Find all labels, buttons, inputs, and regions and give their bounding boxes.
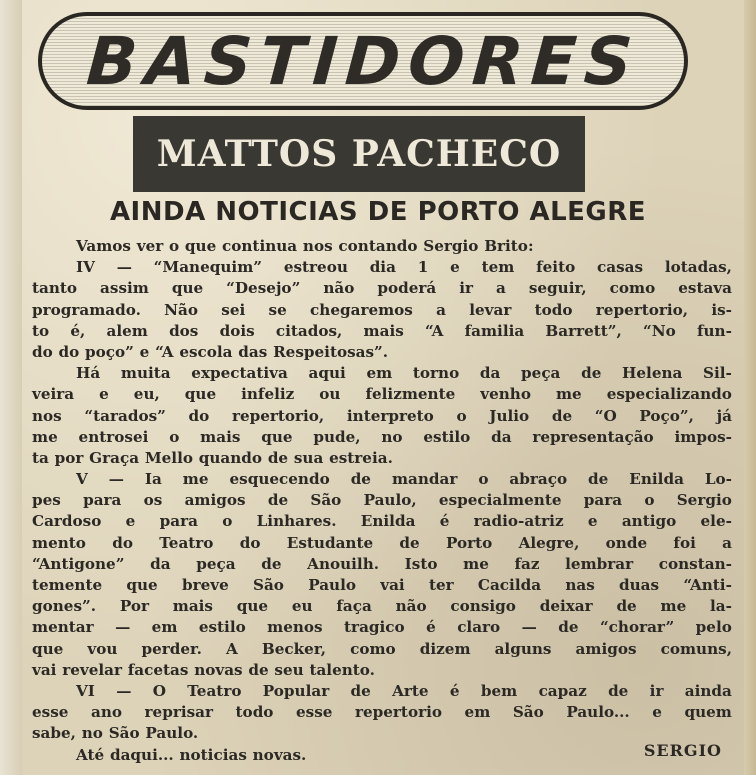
article-line: VI — O Teatro Popular de Arte é bem capaz de ir ainda (76, 681, 732, 700)
article-line: que vou perder. A Becker, como dizem alguns amigos comuns, (32, 639, 732, 658)
article-line: Até daqui... noticias novas. (76, 745, 307, 764)
article-line: mentar — em estilo menos tragico é claro — de “chorar” pelo (32, 618, 732, 637)
article-line: to é, alem dos dois citados, mais “A familia Barrett”, “No fun- (32, 321, 732, 340)
column-title: BASTIDORES (83, 22, 643, 100)
article-line: Há muita expectativa aqui em torno da peça de Helena Sil- (76, 364, 732, 383)
article-line: vai revelar facetas novas de seu talento. (32, 660, 375, 679)
article-line: IV — “Manequim” estreou dia 1 e tem feito casas lotadas, (76, 258, 732, 277)
article-line: programado. Não sei se chegaremos a levar todo repertorio, is- (32, 300, 732, 319)
scan-border-right (744, 0, 756, 775)
article-line: do do poço” e “A escola das Respeitosas”. (32, 342, 389, 361)
article-line: gones”. Por mais que eu faça não consigo deixar de me la- (32, 597, 732, 616)
article-line: Cardoso e para o Linhares. Enilda é radio-atriz e antigo ele- (32, 512, 732, 531)
article-line: sabe, no São Paulo. (32, 724, 199, 743)
article-signature: SERGIO (643, 741, 722, 760)
author-name: MATTOS PACHECO (156, 133, 562, 175)
article-line: “Antigone” da peça de Anouilh. Isto me faz lembrar constan- (32, 554, 732, 573)
article-body (32, 236, 732, 766)
article-line: V — Ia me esquecendo de mandar o abraço de Enilda Lo- (76, 470, 732, 489)
author-byline-bar (133, 116, 585, 192)
article-line: tanto assim que “Desejo” não poderá ir a seguir, como estava (32, 279, 732, 298)
article-line: pes para os amigos de São Paulo, especialmente para o Sergio (32, 491, 732, 510)
article-line: me entrosei o mais que pude, no estilo da representação impos- (32, 427, 732, 446)
article-line: Vamos ver o que continua nos contando Sergio Brito: (76, 237, 534, 255)
column-masthead (38, 12, 688, 110)
article-headline: AINDA NOTICIAS DE PORTO ALEGRE (109, 197, 647, 227)
article-line: esse ano reprisar todo esse repertorio em São Paulo... e quem (32, 703, 732, 722)
article-line: temente que breve São Paulo vai ter Cacilda nas duas “Anti- (32, 576, 732, 594)
scan-border-left (0, 0, 22, 775)
article-line: veira e eu, que infeliz ou felizmente venho me especializando (32, 385, 732, 404)
article-line: nos “tarados” do repertorio, interpreto o Julio de “O Poço”, já (32, 406, 732, 425)
article-line: mento do Teatro do Estudante de Porto Alegre, onde foi a (32, 533, 732, 552)
article-line: ta por Graça Mello quando de sua estreia. (32, 448, 393, 467)
